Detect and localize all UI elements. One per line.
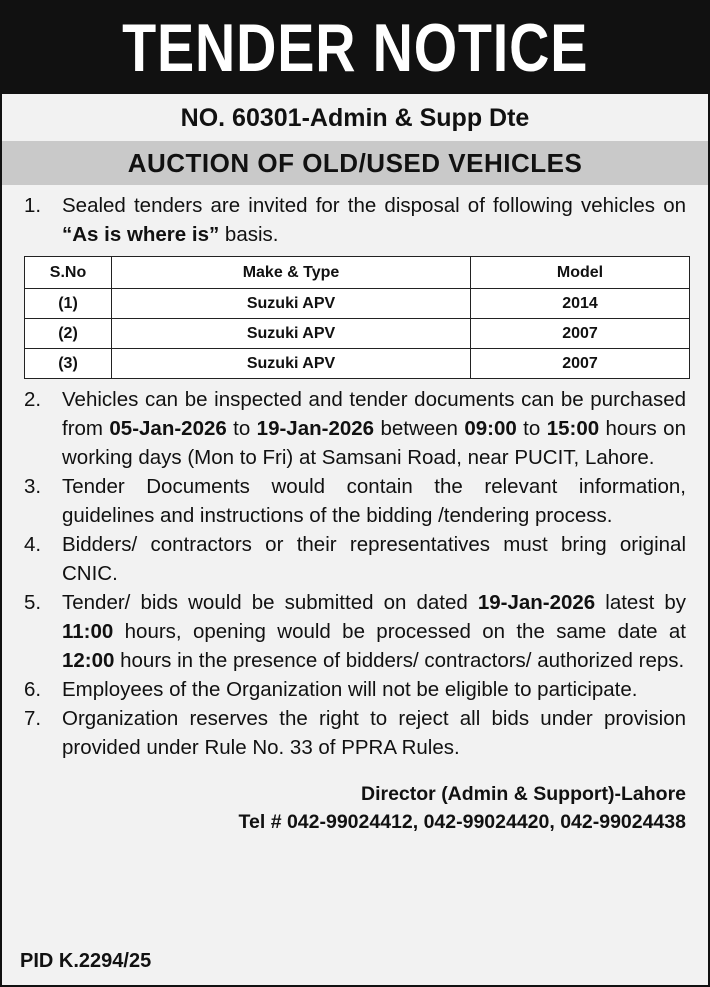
clause-6 bbox=[2, 675, 708, 704]
cell-make-type: Suzuki APV bbox=[112, 349, 471, 379]
clause-number: 1. bbox=[24, 194, 42, 217]
clause-number: 5. bbox=[24, 591, 42, 614]
pid-number: PID K.2294/25 bbox=[20, 950, 152, 972]
clause-text: Tender/ bids would be submitted on dated bbox=[62, 591, 478, 614]
clause-text: between bbox=[374, 417, 465, 440]
cell-model: 2014 bbox=[471, 289, 690, 319]
clause-number: 7. bbox=[24, 707, 42, 730]
clause-5 bbox=[2, 588, 708, 675]
cell-sno: (2) bbox=[25, 319, 112, 349]
clause-2 bbox=[2, 385, 708, 472]
clause-text: Bidders/ contractors or their representatives must bring original CNIC. bbox=[62, 533, 686, 585]
clause-3 bbox=[2, 472, 708, 530]
clause-1 bbox=[2, 191, 708, 249]
issuing-office: Director (Admin & Support)-Lahore bbox=[361, 783, 686, 805]
subject-banner: AUCTION OF OLD/USED VEHICLES bbox=[2, 141, 708, 185]
clause-text: to bbox=[516, 417, 547, 440]
start-time: 09:00 bbox=[464, 417, 517, 440]
end-time: 15:00 bbox=[546, 417, 600, 440]
clause-text: hours, opening would be processed on the same date at bbox=[113, 620, 686, 643]
contact-phones: Tel # 042-99024412, 042-99024420, 042-99024438 bbox=[238, 811, 686, 833]
clause-number: 6. bbox=[24, 678, 42, 701]
cell-model: 2007 bbox=[471, 319, 690, 349]
clause-7 bbox=[2, 704, 708, 762]
clause-text: Vehicles can be inspected and tender documents can be purchased from bbox=[62, 388, 686, 440]
cell-make-type: Suzuki APV bbox=[112, 319, 471, 349]
vehicles-table bbox=[24, 256, 690, 379]
title-bar bbox=[2, 2, 708, 94]
clause-text: Sealed tenders are invited for the disposal of following vehicles on bbox=[62, 194, 686, 217]
end-date: 19-Jan-2026 bbox=[256, 417, 375, 440]
clause-text: basis. bbox=[219, 223, 279, 246]
table-row bbox=[25, 289, 690, 319]
cell-model: 2007 bbox=[471, 349, 690, 379]
cell-sno: (1) bbox=[25, 289, 112, 319]
clause-text: hours on working days (Mon to Fri) at Samsani Road, near PUCIT, Lahore. bbox=[62, 417, 686, 469]
submission-date: 19-Jan-2026 bbox=[477, 591, 596, 614]
clause-text: Tender Documents would contain the relevant information, guidelines and instructions of the bidding /tendering process. bbox=[62, 475, 686, 527]
signature-block bbox=[2, 780, 708, 836]
table-row bbox=[25, 319, 690, 349]
header-make-type: Make & Type bbox=[112, 257, 471, 289]
cell-sno: (3) bbox=[25, 349, 112, 379]
header-model: Model bbox=[471, 257, 690, 289]
clause-text: Organization reserves the right to reject all bids under provision provided under Rule No. 33 of PPRA Rules. bbox=[62, 707, 686, 759]
clause-text: to bbox=[226, 417, 257, 440]
clause-text: latest by bbox=[595, 591, 686, 614]
opening-time: 12:00 bbox=[62, 649, 115, 672]
start-date: 05-Jan-2026 bbox=[109, 417, 227, 440]
as-is-where-is-phrase: “As is where is” bbox=[62, 223, 220, 246]
submission-time: 11:00 bbox=[62, 620, 114, 643]
clause-text: hours in the presence of bidders/ contractors/ authorized reps. bbox=[114, 649, 685, 672]
clause-text: Employees of the Organization will not be eligible to participate. bbox=[62, 678, 638, 701]
clause-number: 3. bbox=[24, 475, 42, 498]
clause-4 bbox=[2, 530, 708, 588]
reference-number: NO. 60301-Admin & Supp Dte bbox=[180, 104, 530, 132]
notice-title: TENDER NOTICE bbox=[121, 10, 589, 86]
table-header-row bbox=[25, 257, 690, 289]
cell-make-type: Suzuki APV bbox=[112, 289, 471, 319]
clause-number: 2. bbox=[24, 388, 42, 411]
table-row bbox=[25, 349, 690, 379]
header-sno: S.No bbox=[25, 257, 112, 289]
clause-number: 4. bbox=[24, 533, 42, 556]
